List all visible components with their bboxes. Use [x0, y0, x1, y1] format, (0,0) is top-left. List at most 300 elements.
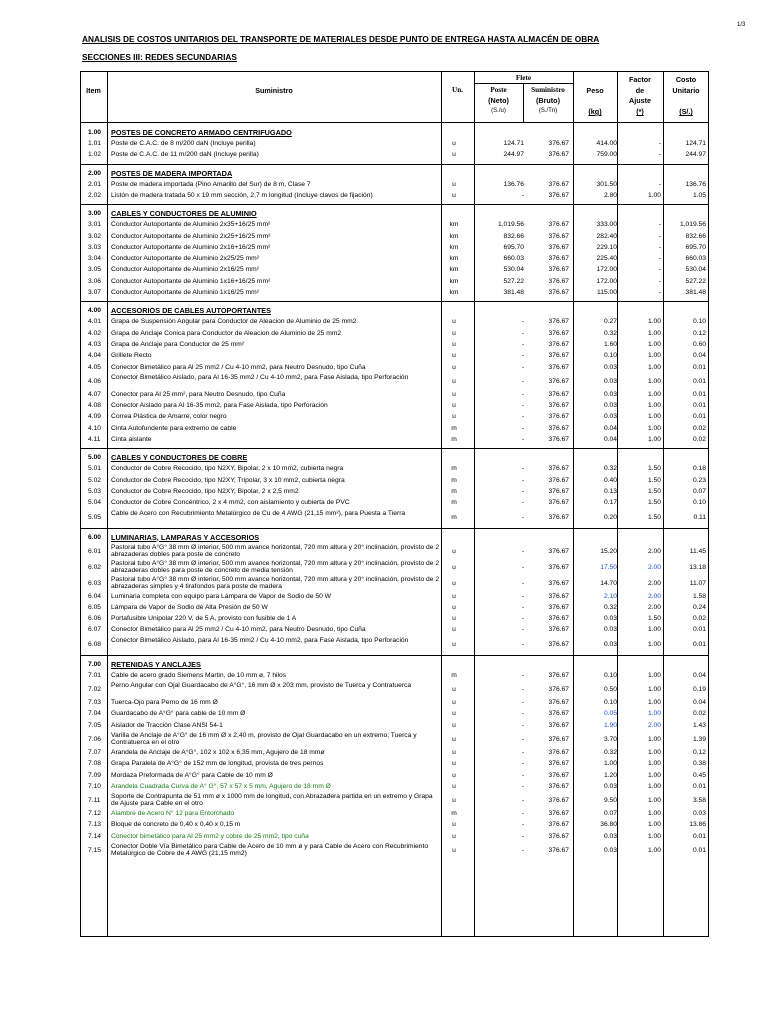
cell-peso: 282.40	[596, 232, 617, 240]
cell-item: 4.08	[88, 402, 102, 410]
header-poste: Poste	[490, 86, 507, 94]
cell-peso: 0.03	[603, 402, 617, 410]
cell-desc: Varilla de Anclaje de A°G° de 16 mm Ø x 2,40 m, provisto de Ojal Guardacabo en un extremo; Tuerca y Contratuerca en el otro	[111, 731, 417, 746]
cell-factor: -	[658, 180, 661, 188]
header-factor-unit: (*)	[636, 107, 644, 116]
cell-peso: 172.00	[596, 266, 617, 274]
table-row	[80, 264, 709, 275]
cell-peso: 1.20	[603, 771, 617, 779]
table-row	[80, 328, 709, 339]
cell-costo: 0.12	[692, 329, 706, 337]
cell-costo: 0.19	[692, 686, 706, 693]
cell-factor: -	[658, 266, 661, 274]
cell-desc: Arandela Cuadrada Curva de A° G°, 57 x 57 x 5 mm, Agujero de 18 mm Ø	[111, 782, 331, 790]
section-header-row	[80, 452, 709, 463]
table-row	[80, 276, 709, 287]
cell-un: km	[449, 232, 459, 240]
table-row	[80, 731, 709, 747]
cell-peso: 225.40	[596, 255, 617, 263]
cell-peso: 17.50	[600, 563, 617, 571]
cell-item: 7.15	[88, 847, 102, 854]
cell-bruto: 376.67	[548, 191, 569, 199]
cell-bruto: 376.67	[548, 640, 569, 648]
cell-item: 5.02	[88, 476, 102, 484]
cell-peso: 115.00	[597, 289, 617, 296]
table-row	[80, 575, 709, 591]
cell-desc: Bloque de concreto de 0,40 x 0,40 x 0,15 m	[111, 821, 241, 829]
cell-factor: 1.00	[647, 699, 661, 706]
cell-neto: -	[521, 626, 524, 634]
cell-neto: 381.48	[503, 289, 524, 296]
cell-bruto: 376.67	[548, 377, 569, 385]
cell-desc: ACCESORIOS DE CABLES AUTOPORTANTES	[111, 306, 272, 316]
header-bottom-line	[80, 122, 709, 123]
cell-un: u	[452, 363, 456, 371]
cell-desc: CABLES Y CONDUCTORES DE COBRE	[111, 453, 248, 463]
cell-desc: CABLES Y CONDUCTORES DE ALUMINIO	[111, 209, 257, 219]
cell-costo: 381.48	[685, 289, 706, 296]
cell-factor: 1.00	[647, 640, 661, 648]
cell-un: u	[452, 847, 456, 854]
table-row	[80, 231, 709, 242]
header-costo-unit: (S/.)	[679, 107, 693, 116]
cell-desc: Poste de C.A.C. de 11 m/200 daN (Incluye perilla)	[111, 151, 259, 159]
cell-neto: -	[521, 832, 524, 840]
cell-peso: 0.17	[603, 499, 617, 507]
cell-peso: 0.03	[603, 782, 617, 790]
cell-costo: 0.10	[692, 499, 706, 507]
cell-item: 3.00	[88, 210, 102, 218]
cell-bruto: 376.67	[548, 424, 569, 432]
table-row	[80, 602, 709, 613]
header-factor-ajuste: Ajuste	[629, 96, 651, 105]
section-header-row	[80, 305, 709, 316]
cell-neto: -	[521, 782, 524, 790]
cell-item: 7.02	[88, 686, 102, 693]
cell-desc: Conector bimetálico para Al 25 mm2 y cobre de 25 mm2, tipo cuña	[111, 832, 309, 840]
cell-neto: -	[521, 821, 524, 829]
cell-bruto: 376.67	[548, 579, 569, 587]
cell-un: km	[449, 243, 459, 251]
table-row	[80, 543, 709, 559]
table-row	[80, 219, 709, 230]
table-row	[80, 770, 709, 781]
cell-desc: Conector Doble Vía Bimetálico para Cable de Acero de 10 mm ø y para Cable de Acero con Recubrimiento Metalúrgico de Cobre de 4 AWG (21,15 mm2)	[111, 843, 429, 857]
cell-neto: -	[521, 640, 524, 648]
cell-item: 3.03	[88, 243, 102, 251]
cell-neto: -	[521, 592, 524, 600]
cell-peso: 0.32	[603, 603, 617, 611]
table-row	[80, 350, 709, 361]
cell-factor: 1.50	[647, 487, 661, 495]
cell-factor: -	[658, 151, 661, 159]
cell-item: 4.09	[88, 413, 102, 421]
cell-item: 7.13	[88, 821, 102, 829]
cell-neto: -	[521, 579, 524, 587]
cell-peso: 0.32	[603, 329, 617, 337]
cell-un: u	[452, 592, 456, 600]
cell-factor: -	[658, 140, 661, 147]
header-peso-unit: (kg)	[588, 107, 602, 116]
cell-neto: -	[521, 390, 524, 398]
cell-bruto: 376.67	[548, 847, 569, 854]
cell-desc: Correa Plástica de Amarre, color negro	[111, 413, 227, 421]
cell-item: 4.04	[88, 352, 102, 360]
cell-factor: 1.00	[647, 760, 661, 768]
cell-neto: -	[521, 847, 524, 854]
cell-bruto: 376.67	[548, 340, 569, 348]
cell-item: 1.02	[88, 151, 102, 159]
cell-bruto: 376.67	[548, 748, 569, 756]
cell-costo: 0.04	[692, 699, 706, 706]
table-row	[80, 316, 709, 327]
cell-un: u	[452, 191, 456, 199]
cell-peso: 0.04	[603, 424, 617, 432]
cell-neto: -	[521, 465, 524, 473]
cell-bruto: 376.67	[548, 671, 569, 679]
cell-peso: 2.10	[603, 592, 617, 600]
cell-desc: Cinta aislante	[111, 436, 152, 443]
cell-desc: POSTES DE CONCRETO ARMADO CENTRIFUGADO	[111, 128, 292, 137]
table-row	[80, 819, 709, 830]
cell-costo: 0.18	[692, 465, 706, 473]
cell-neto: -	[521, 363, 524, 371]
cell-factor: 1.00	[647, 735, 661, 743]
cell-costo: 0.10	[692, 318, 706, 326]
cell-bruto: 376.67	[548, 603, 569, 611]
cell-peso: 0.03	[603, 413, 617, 421]
cell-desc: Conector Bimetálico Aislado, para Al 16-35 mm2 / Cu 4-10 mm2, para Fase Aislada, tipo Perforación	[111, 373, 409, 381]
cell-un: u	[452, 626, 456, 634]
section-header-row	[80, 127, 709, 138]
cell-un: m	[451, 487, 457, 495]
cell-neto: -	[521, 686, 524, 693]
cell-neto: -	[521, 402, 524, 410]
cell-factor: 2.00	[647, 563, 661, 571]
cell-bruto: 376.67	[548, 476, 569, 484]
cell-un: u	[452, 686, 456, 693]
cell-neto: -	[521, 721, 524, 729]
table-row	[80, 842, 709, 858]
cell-bruto: 376.67	[548, 318, 569, 326]
cell-peso: 301.50	[596, 180, 617, 188]
cell-peso: 0.27	[603, 318, 617, 326]
cell-desc: Alambre de Acero N° 12 para Entorchado	[111, 810, 235, 818]
cell-un: m	[451, 476, 457, 484]
cell-un: u	[452, 390, 456, 398]
cell-desc: Portafusible Unipolar 220 V, de 5 A, provisto con fusible de 1 A	[111, 615, 297, 623]
cell-bruto: 376.67	[548, 140, 569, 147]
cell-un: u	[452, 832, 456, 840]
cell-bruto: 376.67	[548, 547, 569, 555]
cell-factor: 1.00	[647, 821, 661, 829]
table-row	[80, 339, 709, 350]
cell-costo: 1.05	[692, 191, 706, 199]
cell-bruto: 376.67	[548, 592, 569, 600]
cell-desc: Conector para Al 25 mm², para Neutro Desnudo, tipo Cuña	[111, 390, 286, 398]
cell-costo: 0.04	[692, 671, 706, 679]
table-row	[80, 697, 709, 708]
cell-peso: 759.00	[596, 151, 617, 159]
cell-peso: 14.70	[600, 579, 617, 587]
header-neto: (Neto)	[488, 96, 509, 105]
cell-costo: 695.70	[685, 243, 706, 251]
table-row	[80, 138, 709, 149]
cell-costo: 1.43	[692, 721, 706, 729]
cell-desc: Listón de madera tratada 50 x 19 mm sección, 2,7 m longitud (Incluye clavos de fijación)	[111, 191, 373, 199]
cell-bruto: 376.67	[548, 821, 569, 829]
cell-neto: -	[521, 710, 524, 718]
cell-costo: 11.07	[689, 579, 706, 587]
header-factor: Factor	[629, 75, 651, 84]
table-row	[80, 373, 709, 389]
cell-desc: Grapa de Anclaje Conica para Conductor de Aleacion de Aluminio de 25 mm2	[111, 329, 342, 337]
cell-desc: Grapa de Anclaje para Conductor de 25 mm²	[111, 340, 245, 348]
cell-bruto: 376.67	[548, 797, 569, 805]
cell-peso: 0.04	[603, 436, 617, 443]
cell-un: km	[449, 289, 459, 296]
cell-item: 6.06	[88, 615, 102, 623]
cell-item: 1.01	[88, 140, 102, 147]
cell-costo: 0.01	[692, 640, 706, 648]
cell-factor: 1.50	[647, 465, 661, 473]
cell-un: m	[451, 513, 457, 521]
cell-un: m	[451, 671, 457, 679]
cell-bruto: 376.67	[548, 771, 569, 779]
table-row	[80, 149, 709, 160]
cell-factor: 1.00	[647, 671, 661, 679]
cell-neto: -	[521, 377, 524, 385]
cell-costo: 530.04	[685, 266, 706, 274]
cell-item: 5.05	[88, 513, 102, 521]
cell-neto: 1,019.56	[497, 221, 524, 229]
cell-costo: 0.45	[692, 771, 706, 779]
cell-un: u	[452, 413, 456, 421]
cell-costo: 0.02	[692, 615, 706, 623]
cell-item: 7.05	[88, 721, 102, 729]
cell-desc: Cable de Acero con Recubrimiento Metalúrgico de Cu de 4 AWG (21,15 mm²), para Puesta a Tierra	[111, 509, 406, 517]
cell-item: 1.00	[88, 129, 102, 136]
table-row	[80, 758, 709, 769]
cell-bruto: 376.67	[548, 413, 569, 421]
cell-un: km	[449, 221, 459, 229]
cell-costo: 3.58	[692, 797, 706, 805]
cell-neto: -	[521, 191, 524, 199]
cell-bruto: 376.67	[548, 499, 569, 507]
cell-neto: 530.04	[503, 266, 524, 274]
cell-peso: 333.00	[596, 221, 617, 229]
cell-neto: -	[521, 735, 524, 743]
cell-neto: -	[521, 563, 524, 571]
section-separator	[80, 448, 709, 449]
cell-factor: 1.00	[647, 832, 661, 840]
header-suministro-flete: Suministro	[531, 86, 565, 94]
cell-desc: Poste de madera importada (Pino Amarillo del Sur) de 8 m, Clase 7	[111, 180, 311, 188]
cell-bruto: 376.67	[548, 363, 569, 371]
cell-factor: 2.00	[647, 603, 661, 611]
cell-neto: -	[521, 810, 524, 818]
table-row	[80, 670, 709, 681]
cell-item: 5.00	[88, 454, 102, 462]
cell-item: 7.14	[88, 832, 102, 840]
cell-item: 6.07	[88, 626, 102, 634]
cell-bruto: 376.67	[548, 487, 569, 495]
cell-neto: -	[521, 487, 524, 495]
cell-item: 4.06	[88, 377, 102, 385]
cell-factor: 1.50	[647, 513, 661, 521]
header-suministro: Suministro	[255, 86, 293, 95]
cell-desc: Conector Bimetálico Aislado, para Al 16-35 mm2 / Cu 4-10 mm2, para Fase Aislada, tipo Perforación	[111, 636, 409, 644]
cell-item: 7.11	[88, 797, 101, 805]
cell-item: 4.11	[88, 436, 101, 443]
cell-item: 7.12	[88, 810, 102, 818]
cell-bruto: 376.67	[548, 289, 569, 296]
cell-un: u	[452, 721, 456, 729]
cell-factor: 1.00	[647, 363, 661, 371]
section-separator	[80, 301, 709, 302]
cell-un: u	[452, 640, 456, 648]
cell-item: 6.03	[88, 579, 102, 587]
cell-un: m	[451, 465, 457, 473]
cell-peso: 0.03	[603, 640, 617, 648]
cell-desc: Conductor Autoportante de Aluminio 2x25/25 mm²	[111, 255, 259, 263]
cell-peso: 1.00	[603, 760, 617, 768]
cell-peso: 0.10	[603, 671, 617, 679]
cell-costo: 0.01	[692, 832, 706, 840]
cell-neto: -	[521, 318, 524, 326]
cell-peso: 0.03	[603, 615, 617, 623]
cell-bruto: 376.67	[548, 221, 569, 229]
section-header-row	[80, 532, 709, 543]
cell-desc: Pastoral tubo A°G° 38 mm Ø interior, 500 mm avance horizontal, 720 mm altura y 20° inclinación, provisto de 2 abrazaderas simples y 4 tirafondos para poste de madera	[111, 575, 440, 590]
table-row	[80, 253, 709, 264]
table-row	[80, 497, 709, 508]
cell-un: m	[451, 436, 457, 443]
cell-desc: Poste de C.A.C. de 8 m/200 daN (Incluye perilla)	[111, 140, 256, 147]
cell-costo: 13.86	[689, 821, 706, 829]
cell-costo: 0.12	[692, 748, 706, 756]
cell-peso: 414.00	[596, 140, 617, 147]
cell-bruto: 376.67	[548, 352, 569, 360]
header-item: Item	[86, 86, 101, 95]
cell-item: 3.05	[88, 266, 102, 274]
cell-item: 4.02	[88, 329, 102, 337]
cell-peso: 2.80	[603, 191, 617, 199]
cell-desc: Tuerca-Ojo para Perno de 16 mm Ø	[111, 699, 218, 706]
cell-neto: -	[521, 771, 524, 779]
cell-neto: -	[521, 797, 524, 805]
cell-factor: 2.00	[647, 547, 661, 555]
table-row	[80, 475, 709, 486]
cell-un: u	[452, 603, 456, 611]
cell-un: u	[452, 151, 456, 159]
table-row	[80, 636, 709, 652]
cell-neto: -	[521, 499, 524, 507]
cell-peso: 172.00	[596, 277, 617, 285]
cell-item: 7.03	[88, 699, 102, 706]
cell-factor: 1.00	[647, 377, 661, 385]
cell-item: 7.08	[88, 760, 102, 768]
cell-desc: Arandela de Anclaje de A°G°, 102 x 102 x 6,35 mm, Agujero de 18 mmø	[111, 748, 325, 756]
section-separator	[80, 528, 709, 529]
section-header-row	[80, 168, 709, 179]
cell-factor: 1.50	[647, 476, 661, 484]
cell-un: u	[452, 352, 456, 360]
header-poste-unit: (S./u)	[491, 108, 506, 114]
cell-factor: 2.00	[647, 579, 661, 587]
cell-peso: 0.20	[603, 513, 617, 521]
cell-neto: -	[521, 671, 524, 679]
table-row	[80, 708, 709, 719]
cell-peso: 0.05	[603, 710, 617, 718]
cell-peso: 229.10	[596, 243, 617, 251]
cell-bruto: 376.67	[548, 686, 569, 693]
cell-bruto: 376.67	[548, 151, 569, 159]
cell-neto: 695.70	[503, 243, 524, 251]
cell-costo: 0.23	[692, 476, 706, 484]
cell-factor: -	[658, 221, 661, 229]
cell-peso: 0.40	[603, 476, 617, 484]
cell-un: u	[452, 329, 456, 337]
cell-costo: 124.71	[685, 140, 706, 147]
cell-un: u	[452, 377, 456, 385]
cell-costo: 0.11	[693, 513, 706, 521]
cell-neto: 527.22	[503, 277, 524, 285]
cell-costo: 0.01	[692, 413, 706, 421]
cell-un: u	[452, 402, 456, 410]
cell-neto: -	[521, 615, 524, 623]
cell-bruto: 376.67	[548, 699, 569, 706]
cell-desc: Soporte de Contrapunta de 51 mm ø x 1000 mm de longitud, con Abrazadera partida en un extremo y Grapa de Ajuste para Cable en el otro	[111, 793, 433, 808]
cell-item: 6.04	[88, 592, 102, 600]
section-header-row	[80, 208, 709, 219]
cell-costo: 832.66	[685, 232, 706, 240]
cell-factor: 2.00	[647, 592, 661, 600]
cell-bruto: 376.67	[548, 710, 569, 718]
cell-factor: 1.00	[647, 352, 661, 360]
cell-factor: 1.00	[647, 436, 661, 443]
cell-bruto: 376.67	[548, 277, 569, 285]
cell-bruto: 376.67	[548, 810, 569, 818]
cell-bruto: 376.67	[548, 615, 569, 623]
cell-peso: 0.10	[603, 699, 617, 706]
cell-item: 7.09	[88, 771, 102, 779]
cell-item: 4.03	[88, 340, 102, 348]
document-title: ANALISIS DE COSTOS UNITARIOS DEL TRANSPORTE DE MATERIALES DESDE PUNTO DE ENTREGA HASTA ALMACÉN DE OBRA	[82, 34, 600, 44]
table-row	[80, 781, 709, 792]
cell-neto: 832.66	[503, 232, 524, 240]
cell-neto: -	[521, 748, 524, 756]
cell-factor: -	[658, 232, 661, 240]
cell-desc: Conductor Autoportante de Aluminio 2x25+16/25 mm²	[111, 232, 271, 240]
cell-peso: 0.03	[603, 377, 617, 385]
cell-costo: 136.76	[685, 180, 706, 188]
cell-factor: 1.00	[647, 340, 661, 348]
cell-item: 4.00	[88, 307, 102, 315]
table-row	[80, 463, 709, 474]
table-row	[80, 434, 709, 445]
cell-bruto: 376.67	[548, 402, 569, 410]
cell-un: u	[452, 797, 456, 805]
cell-costo: 0.01	[692, 377, 706, 385]
cell-un: u	[452, 735, 456, 743]
cell-bruto: 376.67	[548, 436, 569, 443]
cell-item: 2.02	[88, 191, 102, 199]
cell-un: u	[452, 180, 456, 188]
header-peso: Peso	[586, 86, 604, 95]
table-row	[80, 287, 709, 298]
cell-bruto: 376.67	[548, 832, 569, 840]
